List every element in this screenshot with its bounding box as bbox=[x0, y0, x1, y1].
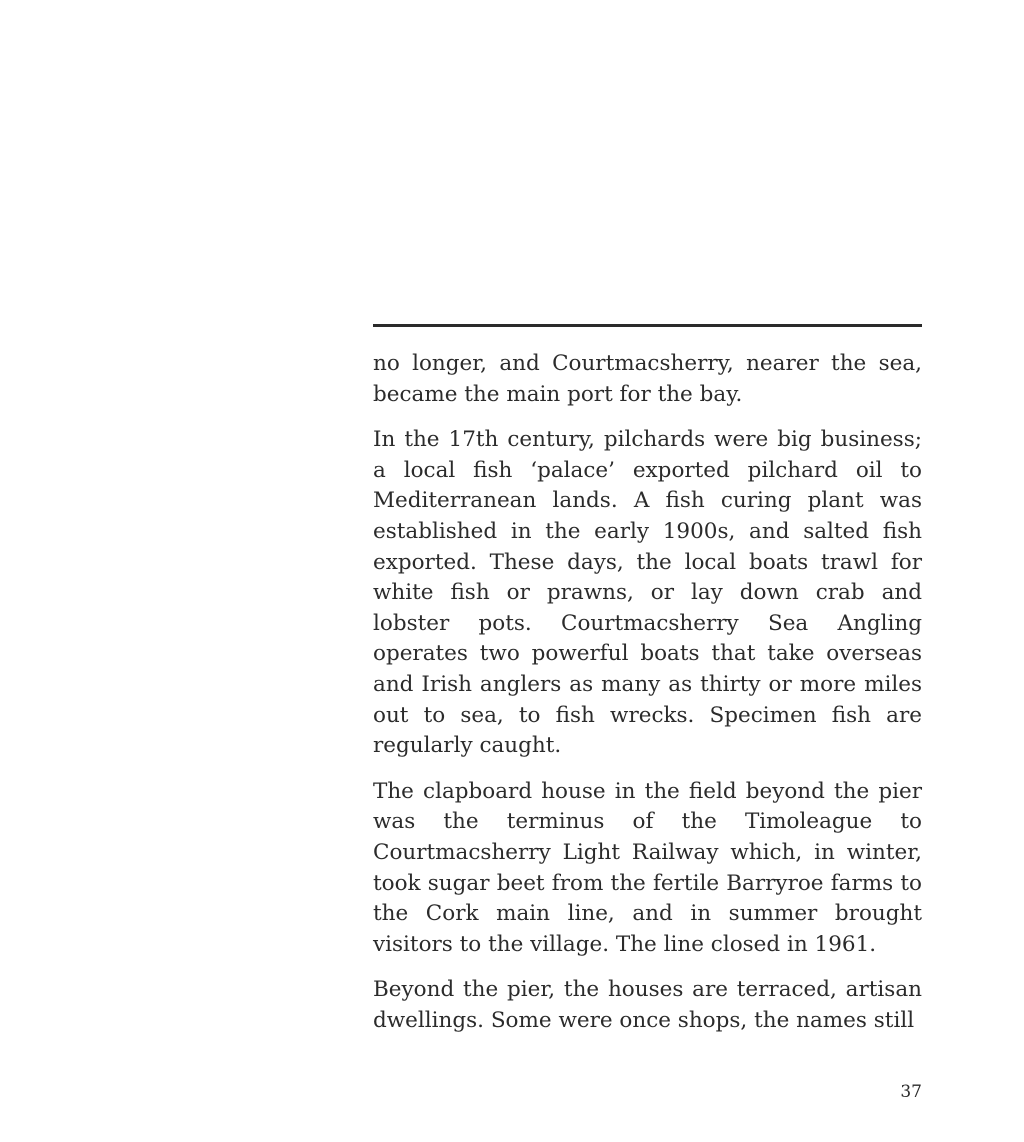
body-text bbox=[373, 349, 922, 1051]
page-number: 37 bbox=[900, 1082, 922, 1102]
paragraph-2: In the 17th century, pilchards were big business; a local fish ‘palace’ exported pilchard oil to Mediterranean lands. A fish curing plant was established in the early 1900s, and salted fish exported. These days, the local boats trawl for white fish or prawns, or lay down crab and lobster pots. Courtmacsherry Sea Angling operates two powerful boats that take overseas and Irish anglers as many as thirty or more miles out to sea, to fish wrecks. Specimen fish are regularly caught. bbox=[373, 427, 922, 759]
paragraph-3: The clapboard house in the field beyond the pier was the terminus of the Timoleague to Courtmacsherry Light Railway which, in winter, took sugar beet from the fertile Barryroe farms to the Cork main line, and in summer brought visitors to the village. The line closed in 1961. bbox=[373, 778, 922, 957]
section-divider bbox=[373, 324, 922, 327]
paragraph-4: Beyond the pier, the houses are terraced, artisan dwellings. Some were once shops, the names still bbox=[373, 977, 922, 1033]
paragraph-1: no longer, and Courtmacsherry, nearer the sea, became the main port for the bay. bbox=[373, 351, 922, 407]
